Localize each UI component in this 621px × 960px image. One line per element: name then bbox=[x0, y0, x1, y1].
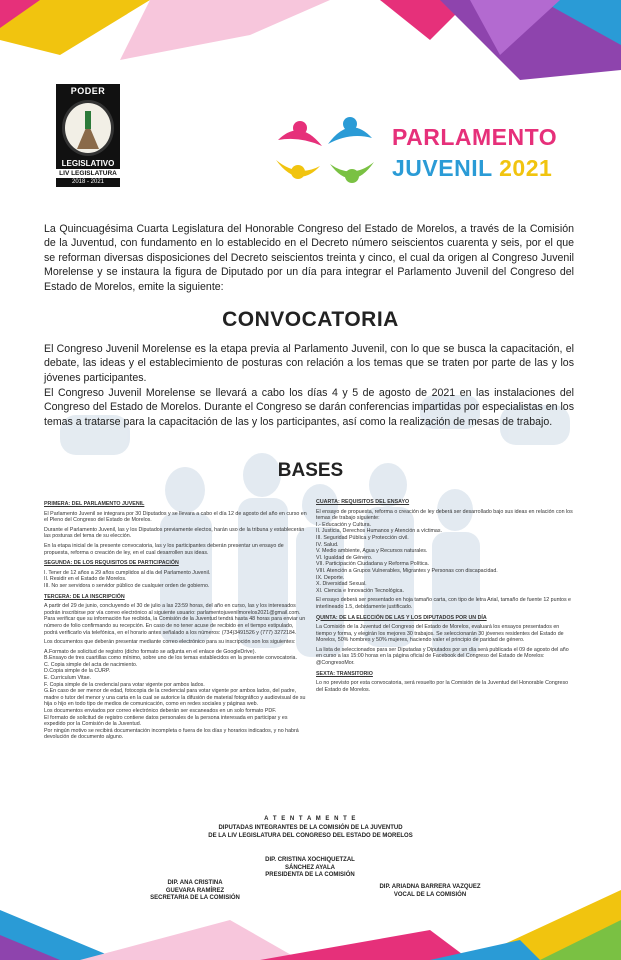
list-item: VII. Participación Ciudadana y Reforma Política. bbox=[316, 561, 430, 568]
convocatoria-paragraph-2: El Congreso Juvenil Morelense se llevará a cabo los días 4 y 5 de agosto de 2021 en las instalaciones del Congreso del Estado de Morelos. Durante el Congreso se darán conferencias impartidas por especialistas en los temas a tratarse para la capacitación de las y los participantes, así como la realización de mesas de trabajo. bbox=[44, 387, 574, 428]
list-item: F. Copia simple de la credencial para votar vigente por ambos lados. bbox=[44, 681, 205, 688]
primera-paragraph: En la etapa inicial de la presente convocatoria, las y los participantes deberán presentar un ensayo de propuesta, reforma o creación de ley, en el cual desarrollen sus ideas. bbox=[44, 542, 284, 556]
tercera-paragraph: A partir del 29 de junio, concluyendo el 30 de julio a las 23:59 horas, del año en curso, las y los interesados podrán inscribirse por vía correo electrónico al siguiente usuario: parlamentojuvenilmorelos2021@gmail.com. Para verificar que su información fue recibida, la Comisión de la Juventud tendrá hasta 48 horas para enviar un número de folio confirmando su recepción. En caso de no tener acuse de recibido en el tiempo estipulado, podrá verificarlo vía telefónica, en el horario antes señalado a los números: (734)3491526 y (777) 3272184. bbox=[44, 603, 306, 636]
bases-left-column bbox=[44, 497, 308, 741]
seal-legislatura-label: LIV LEGISLATURA bbox=[59, 170, 117, 177]
quinta-title: QUINTA: DE LA ELECCIÓN DE LAS Y LOS DIPUTADOS POR UN DÍA bbox=[316, 614, 487, 621]
logo-title-year: 2021 bbox=[499, 155, 553, 181]
signatures-heading-line: DE LA LIV LEGISLATURA DEL CONGRESO DEL ESTADO DE MORELOS bbox=[208, 832, 413, 839]
seal-tree-icon bbox=[85, 111, 91, 129]
parlamento-juvenil-figures-icon bbox=[270, 98, 380, 208]
list-item: X. Diversidad Sexual. bbox=[316, 581, 367, 588]
list-item: B.Ensayo de tres cuartillas como mínimo, sobre uno de los temas establecidos en la presente convocatoria. bbox=[44, 655, 297, 662]
sexta-title: SEXTA: TRANSITORIO bbox=[316, 670, 373, 677]
signature-ariadna bbox=[350, 884, 510, 899]
logo-title-juvenil bbox=[392, 155, 552, 182]
convocatoria-heading: CONVOCATORIA bbox=[222, 308, 399, 331]
list-item: III. Seguridad Pública y Protección civil. bbox=[316, 534, 409, 541]
signature-line: SÁNCHEZ AYALA bbox=[284, 864, 335, 871]
signature-line: PRESIDENTA DE LA COMISIÓN bbox=[265, 872, 355, 879]
signature-line: DIP. CRISTINA XOCHIQUETZAL bbox=[265, 857, 355, 863]
list-item: El formato de solicitud de registro contiene datos personales de la persona interesada en participar y es expedido por la Comisión de la Juventud. bbox=[44, 714, 288, 728]
list-item: II. Residir en el Estado de Morelos. bbox=[44, 576, 127, 583]
list-item: V. Medio ambiente, Agua y Recursos naturales. bbox=[316, 548, 428, 555]
signature-line: SECRETARIA DE LA COMISIÓN bbox=[150, 895, 240, 902]
signature-line: GUEVARA RAMÍREZ bbox=[165, 887, 225, 894]
list-item: Los documentos enviados por correo electrónico deberán ser escaneados en un solo formato PDF. bbox=[44, 708, 277, 715]
list-item: III. No ser servidora o servidor público de cualquier orden de gobierno. bbox=[44, 582, 210, 589]
list-item: E. Curriculum Vitae. bbox=[44, 675, 92, 682]
segunda-title: SEGUNDA: DE LOS REQUISITOS DE PARTICIPACIÓN bbox=[44, 560, 179, 567]
list-item: G.En caso de ser menor de edad, fotocopia de la credencial para votar vigente por ambos lados, del padre, madre o tutor del menor y una carta en la cual se autorice la difusión de material fotográfico y audiovisual de su hija o hijo en todo tipo de medios de comunicación, como en redes sociales y páginas web. bbox=[44, 688, 306, 708]
quinta-paragraph: La Comisión de la Juventud del Congreso del Estado de Morelos, evaluará los ensayos presentados en tiempo y forma, y elegirán los mejores 30 trabajos. Se seleccionarán 30 jóvenes residentes del Estado de Morelos, 50% hombres y 50% mujeres, haciendo valer el principio de paridad de género. bbox=[316, 624, 564, 644]
seal-top-label: PODER bbox=[56, 84, 120, 98]
cuarta-paragraph: El ensayo deberá ser presentado en hoja tamaño carta, con tipo de letra Arial, tamaño de fuente 12 puntos e interlineado 1.5, debidamente justificado. bbox=[316, 597, 572, 610]
list-item: D.Copia simple de la CURP. bbox=[44, 668, 111, 675]
seal-years-label: 2018 - 2021 bbox=[56, 178, 120, 187]
signature-ana bbox=[120, 880, 270, 903]
logo-title-venil: VENIL bbox=[422, 155, 493, 181]
seal-legislativo-label: LEGISLATIVO bbox=[56, 158, 120, 169]
list-item: VIII. Atención a Grupos Vulnerables, Migrantes y Personas con discapacidad. bbox=[316, 567, 498, 574]
cuarta-title: CUARTA: REQUISITOS DEL ENSAYO bbox=[316, 499, 410, 505]
tercera-paragraph: Los documentos que deberán presentar mediante correo electrónico para su inscripción son los siguientes: bbox=[44, 639, 296, 646]
tercera-title: TERCERA: DE LA INSCRIPCIÓN bbox=[44, 593, 125, 600]
atentamente-label: A T E N T A M E N T E bbox=[264, 816, 357, 822]
seal-ring bbox=[62, 100, 114, 156]
list-item: XI. Ciencia e Innovación Tecnológica. bbox=[316, 587, 404, 594]
poder-legislativo-seal bbox=[56, 84, 120, 200]
seal-emblem bbox=[56, 98, 120, 158]
cuarta-list bbox=[316, 522, 576, 595]
list-item: IX. Deporte. bbox=[316, 574, 345, 581]
signature-line: VOCAL DE LA COMISIÓN bbox=[393, 891, 467, 898]
logo-title-ju: JU bbox=[392, 155, 423, 181]
signature-cristina bbox=[210, 857, 410, 880]
segunda-list bbox=[44, 570, 308, 590]
list-item: C. Copia simple del acta de nacimiento. bbox=[44, 661, 138, 668]
sexta-paragraph: Lo no previsto por esta convocatoria, será resuelto por la Comisión de la Juventud del Honorable Congreso del Estado de Morelos. bbox=[316, 680, 569, 693]
list-item: Por ningún motivo se recibirá documentación incompleta o fuera de los días y horarios indicados, y no habrá devolución de documento alguno. bbox=[44, 727, 299, 741]
logo-title-parlamento: PARLAMENTO bbox=[392, 124, 558, 150]
signature-line: DIP. ARIADNA BARRERA VAZQUEZ bbox=[379, 884, 481, 890]
intro-paragraph: La Quincuagésima Cuarta Legislatura del Honorable Congreso del Estado de Morelos, a través de la Comisión de la Juventud, con fundamento en lo establecido en el Decreto número seiscientos cuarenta y seis, por el que se reforman diversas disposiciones del Decreto seiscientos treinta y cinco, el cual da origen al Congreso Juvenil Morelense y se instaura la figura de Diputado por un día para integrar el Parlamento Juvenil del Congreso del Estado de Morelos, emite la siguiente: bbox=[44, 223, 574, 293]
convocatoria-paragraph-1: El Congreso Juvenil Morelense es la etapa previa al Parlamento Juvenil, con lo que se busca la capacitación, el debate, las ideas y el establecimiento de posturas con relación a los temas que se traten por parte de las y los jóvenes participantes. bbox=[44, 343, 574, 384]
primera-paragraph: Durante el Parlamento Juvenil, las y los Diputados previamente electos, harán uso de la tribuna y establecerán las posturas del tema de su elección. bbox=[44, 526, 305, 540]
list-item: IV. Salud. bbox=[316, 541, 339, 548]
list-item: II. Justicia, Derechos Humanos y Atención a víctimas. bbox=[316, 528, 443, 535]
primera-title: PRIMERA: DEL PARLAMENTO JUVENIL bbox=[44, 501, 145, 507]
list-item: I. Tener de 12 años a 29 años cumplidos al día del Parlamento Juvenil. bbox=[44, 569, 211, 576]
signatures-heading bbox=[0, 825, 621, 840]
list-item: I.- Educación y Cultura. bbox=[316, 521, 372, 528]
primera-paragraph: El Parlamento Juvenil se integrara por 30 Diputados y se llevara a cabo el día 12 de agosto del año en curso en el Pleno del Congreso del Estado de Morelos. bbox=[44, 510, 307, 524]
list-item: VI. Igualdad de Género. bbox=[316, 554, 373, 561]
quinta-paragraph: La lista de seleccionados para ser Diputadas y Diputados por un día será publicada el 09 de agosto del año en curso a las 15:00 horas en la página oficial de Facebook del Congreso del Estado de Morelos: @CongresoMor. bbox=[316, 646, 569, 667]
signature-line: DIP. ANA CRISTINA bbox=[167, 880, 223, 886]
cuarta-paragraph: El ensayo de propuesta, reforma o creación de ley deberá ser desarrollado bajo sus ideas en relación con los temas de trabajo siguiente: bbox=[316, 508, 573, 522]
tercera-list bbox=[44, 649, 308, 741]
bases-right-column bbox=[316, 495, 576, 693]
bases-heading: BASES bbox=[277, 460, 344, 481]
list-item: A.Formato de solicitud de registro (dicho formato se adjunta en el enlace de GoogleDrive). bbox=[44, 648, 256, 655]
signatures-heading-line: DIPUTADAS INTEGRANTES DE LA COMISIÓN DE LA JUVENTUD bbox=[218, 825, 403, 831]
